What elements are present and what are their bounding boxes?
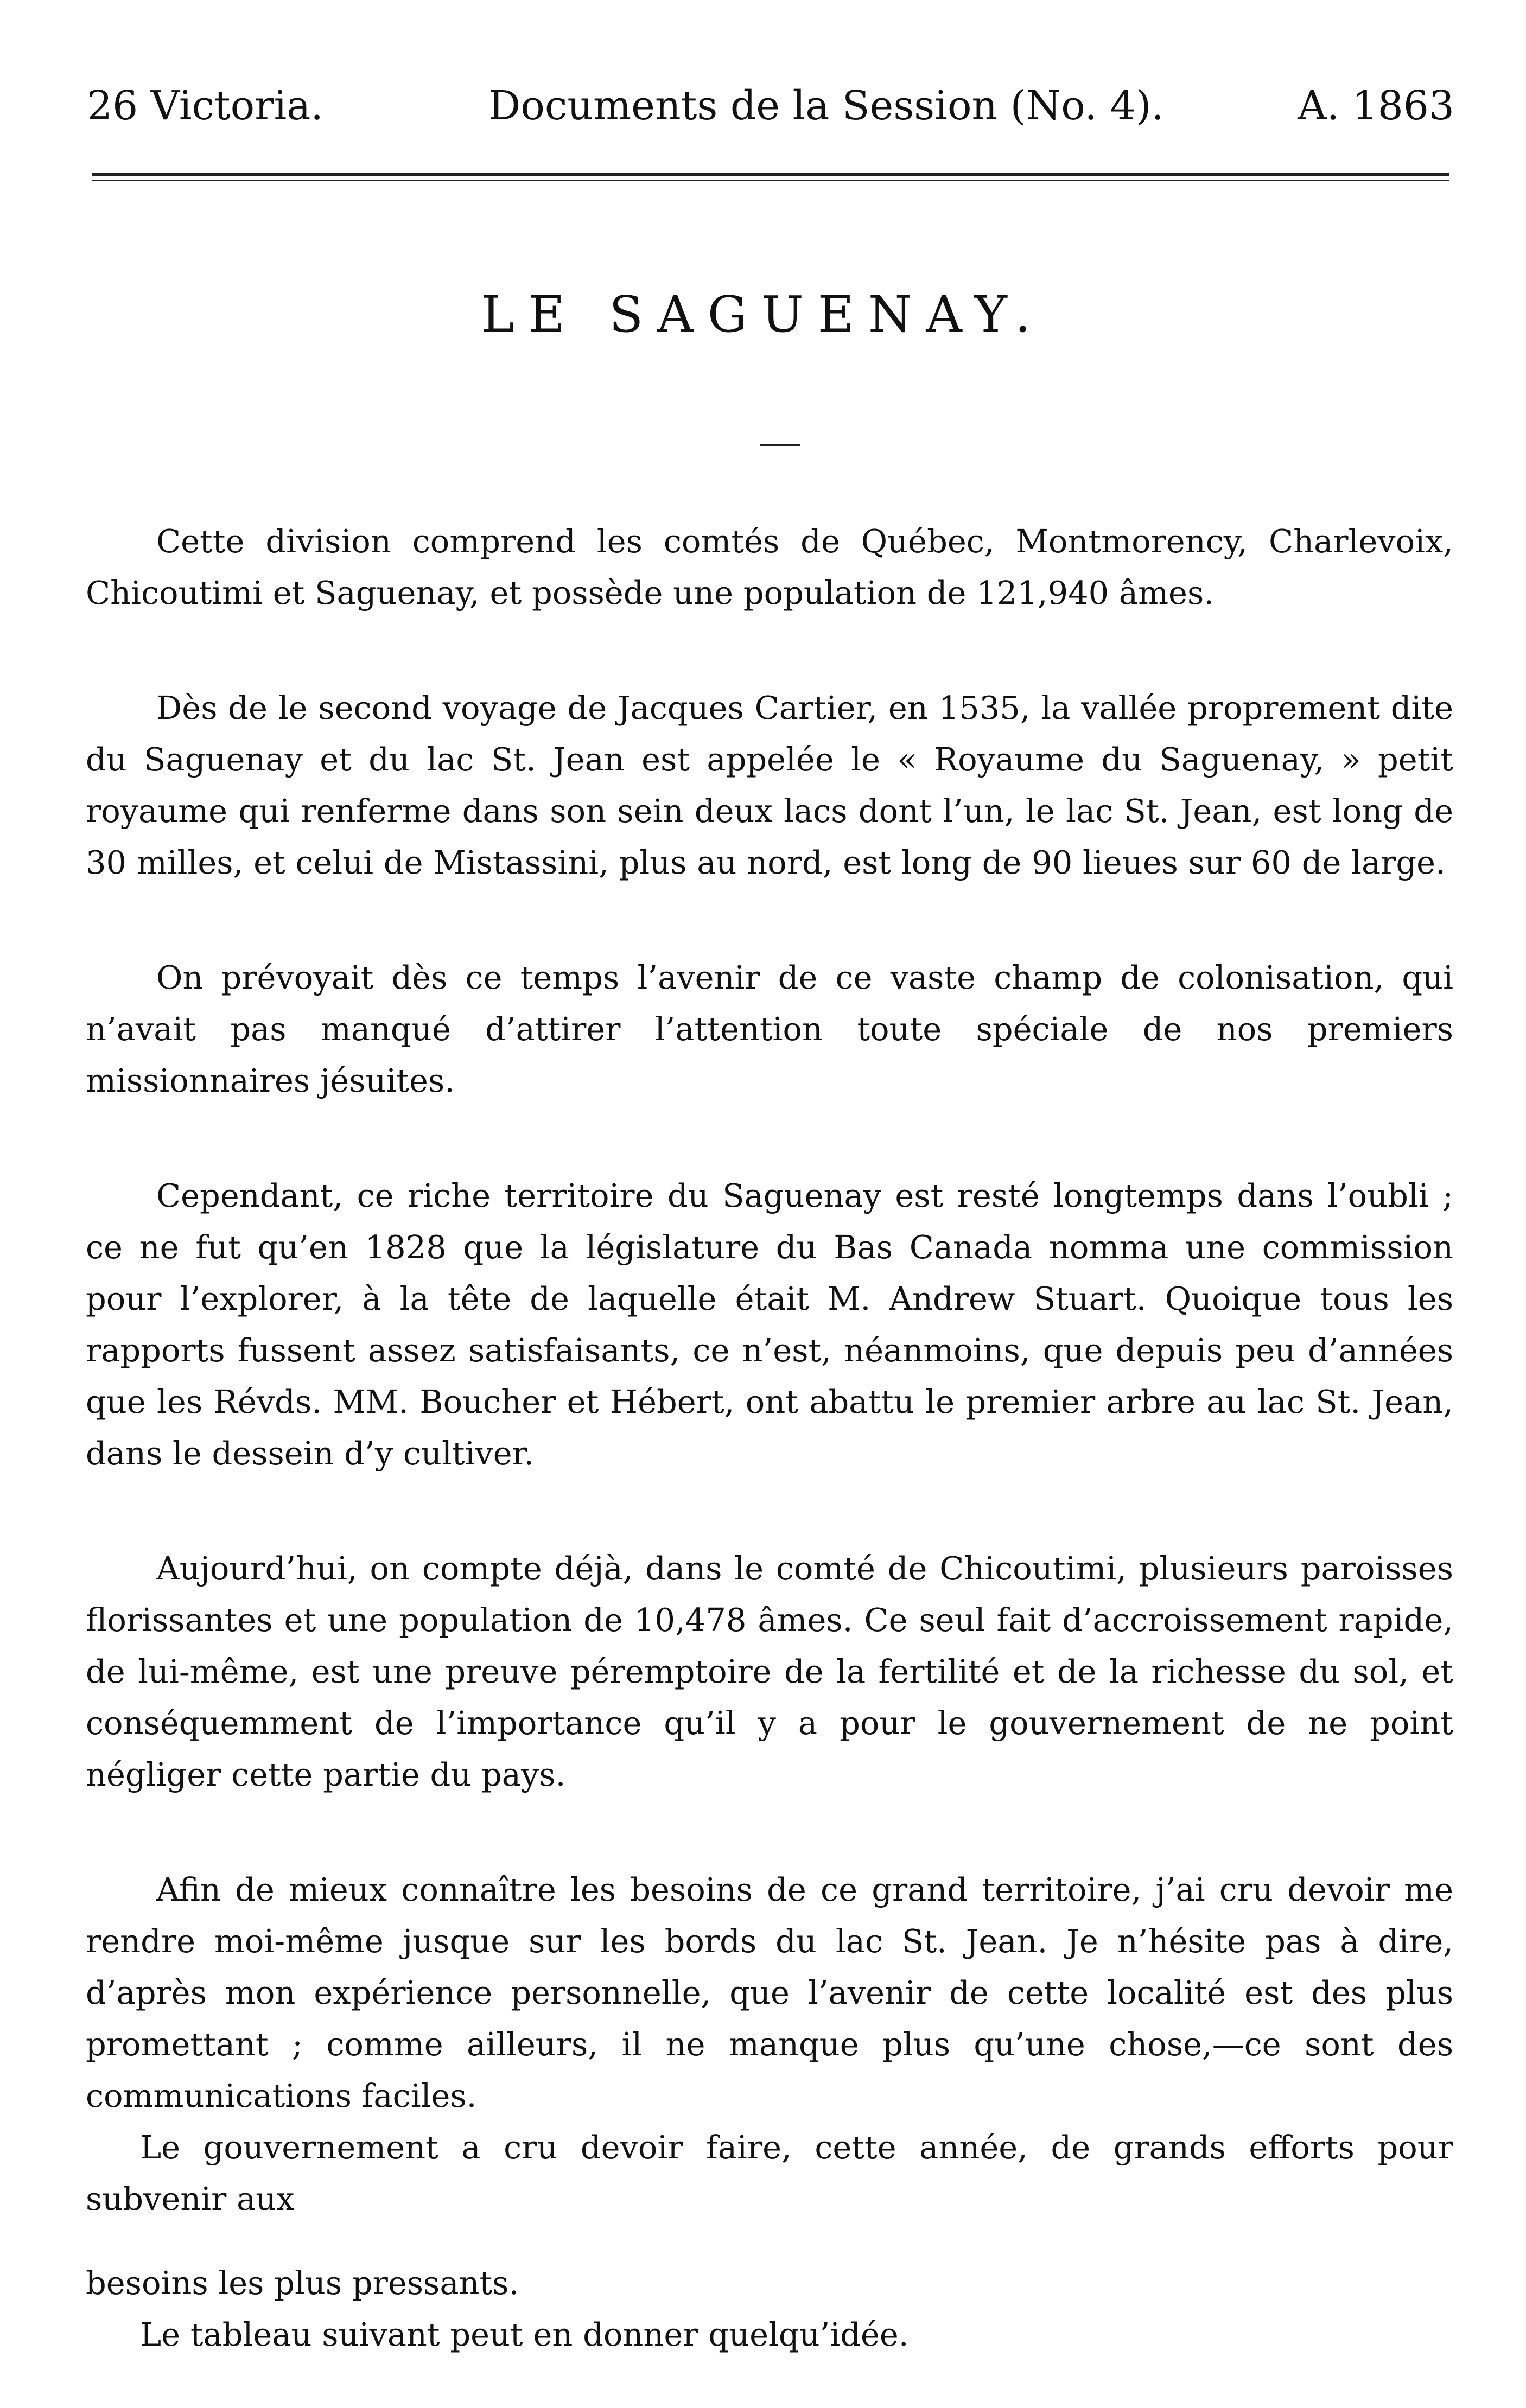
paragraph-population: Cette division comprend les comtés de Québec, Montmorency, Charlevoix, Chicoutimi et Saguenay, et possède une population de 121,940 âmes. <box>86 523 1453 611</box>
title-separator <box>760 444 800 446</box>
header-session-title: Documents de la Session (No. 4). <box>488 82 1165 129</box>
header-rule-thick <box>92 173 1449 176</box>
paragraph-chicoutimi: Aujourd’hui, on compte déjà, dans le comté de Chicoutimi, plusieurs paroisses florissantes et une population de 10,478 âmes. Ce seul fait d’accroissement rapide, de lui-même, est une preuve péremptoire de la fertilité et de la richesse du sol, et conséquemment de l’importance qu’il y a pour le gouvernement de ne point négliger cette partie du pays. <box>86 1550 1453 1793</box>
header-year: A. 1863 <box>1298 82 1454 129</box>
page-title: LE SAGUENAY. <box>481 285 1045 343</box>
paragraph-colonisation: On prévoyait dès ce temps l’avenir de ce vaste champ de colonisation, qui n’avait pas manqué d’attirer l’attention toute spéciale de nos premiers missionnaires jésuites. <box>86 959 1453 1099</box>
paragraph-table-intro: Le tableau suivant peut en donner quelqu’idée. <box>140 2316 909 2353</box>
paragraph-cartier: Dès de le second voyage de Jacques Cartier, en 1535, la vallée proprement dite du Saguenay et du lac St. Jean est appelée le « Royaume du Saguenay, » petit royaume qui renferme dans son sein deux lacs dont l’un, le lac St. Jean, est long de 30 milles, et celui de Mistassini, plus au nord, est long de 90 lieues sur 60 de large. <box>86 689 1453 881</box>
body-text <box>86 515 1453 2360</box>
paragraph-government: Le gouvernement a cru devoir faire, cette année, de grands efforts pour subvenir aux <box>86 2129 1453 2218</box>
header-rule-thin <box>92 180 1449 181</box>
running-header <box>87 81 1454 130</box>
header-year-reign: 26 Victoria. <box>87 82 323 129</box>
paragraph-territory-history: Cependant, ce riche territoire du Saguenay est resté longtemps dans l’oubli ; ce ne fut qu’en 1828 que la législature du Bas Canada nomma une commission pour l’explorer, à la tête de laquelle était M. Andrew Stuart. Quoique tous les rapports fussent assez satisfaisants, ce n’est, néanmoins, que depuis peu d’années que les Révds. MM. Boucher et Hébert, ont abattu le premier arbre au lac St. Jean, dans le dessein d’y cultiver. <box>86 1177 1453 1472</box>
paragraph-needs: besoins les plus pressants. <box>86 2264 519 2302</box>
paragraph-visit: Afin de mieux connaître les besoins de ce grand territoire, j’ai cru devoir me rendre moi-même jusque sur les bords du lac St. Jean. Je n’hésite pas à dire, d’après mon expérience personnelle, que l’avenir de cette localité est des plus promettant ; comme ailleurs, il ne manque plus qu’une chose,—ce sont des communications faciles. <box>86 1871 1453 2114</box>
